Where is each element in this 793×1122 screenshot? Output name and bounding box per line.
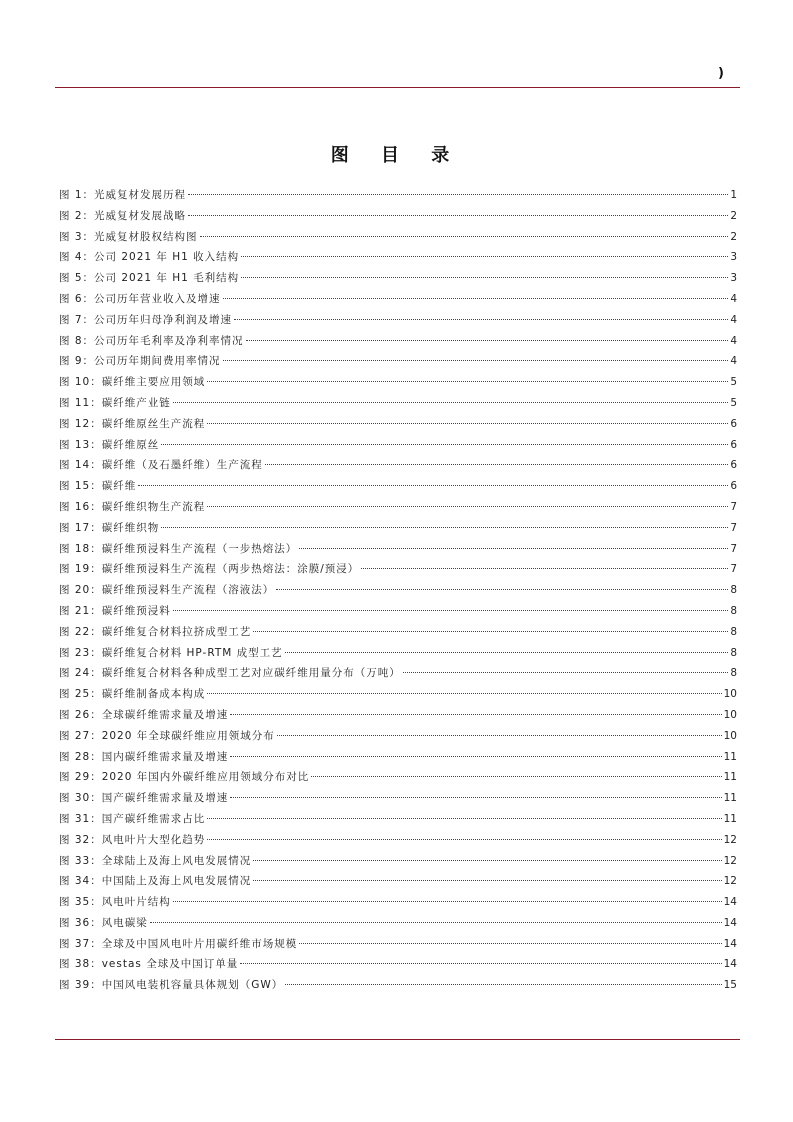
dot-leader bbox=[285, 651, 729, 653]
toc-entry[interactable] bbox=[59, 227, 737, 248]
dot-leader bbox=[207, 838, 721, 840]
dot-leader bbox=[403, 671, 729, 673]
toc-entry[interactable] bbox=[59, 913, 737, 934]
toc-entry-label: 图 13：碳纤维原丝 bbox=[59, 438, 160, 451]
toc-entry[interactable] bbox=[59, 518, 737, 539]
toc-entry[interactable] bbox=[59, 663, 737, 684]
toc-entry-page: 12 bbox=[723, 875, 737, 888]
dot-leader bbox=[150, 921, 722, 923]
toc-entry-label: 图 3：光威复材股权结构图 bbox=[59, 230, 198, 243]
toc-entry-label: 图 38：vestas 全球及中国订单量 bbox=[59, 958, 239, 971]
toc-entry-label: 图 23：碳纤维复合材料 HP-RTM 成型工艺 bbox=[59, 646, 283, 659]
toc-entry-page: 6 bbox=[730, 438, 737, 451]
toc-entry-page: 7 bbox=[730, 500, 737, 513]
toc-entry-page: 7 bbox=[730, 542, 737, 555]
toc-entry-page: 14 bbox=[723, 896, 737, 909]
toc-entry-label: 图 28：国内碳纤维需求量及增速 bbox=[59, 750, 229, 763]
toc-entry-page: 7 bbox=[730, 521, 737, 534]
toc-entry[interactable] bbox=[59, 539, 737, 560]
toc-entry-label: 图 15：碳纤维 bbox=[59, 480, 137, 493]
toc-entry-page: 4 bbox=[730, 313, 737, 326]
toc-entry-page: 10 bbox=[723, 688, 737, 701]
toc-entry[interactable] bbox=[59, 289, 737, 310]
toc-entry[interactable] bbox=[59, 414, 737, 435]
toc-entry[interactable] bbox=[59, 497, 737, 518]
dot-leader bbox=[207, 692, 721, 694]
toc-entry-label: 图 36：风电碳梁 bbox=[59, 916, 148, 929]
toc-entry-label: 图 32：风电叶片大型化趋势 bbox=[59, 833, 206, 846]
toc-entry-page: 4 bbox=[730, 355, 737, 368]
toc-entry[interactable] bbox=[59, 767, 737, 788]
toc-entry-label: 图 9：公司历年期间费用率情况 bbox=[59, 355, 221, 368]
toc-entry[interactable] bbox=[59, 726, 737, 747]
toc-entry[interactable] bbox=[59, 705, 737, 726]
toc-entry-label: 图 5：公司 2021 年 H1 毛利结构 bbox=[59, 272, 240, 285]
toc-entry[interactable] bbox=[59, 622, 737, 643]
toc-entry-label: 图 6：公司历年营业收入及增速 bbox=[59, 292, 221, 305]
dot-leader bbox=[223, 297, 729, 299]
dot-leader bbox=[361, 567, 728, 569]
toc-entry-page: 2 bbox=[730, 209, 737, 222]
toc-entry[interactable] bbox=[59, 580, 737, 601]
toc-entry[interactable] bbox=[59, 809, 737, 830]
toc-entry-label: 图 16：碳纤维织物生产流程 bbox=[59, 500, 206, 513]
toc-entry-label: 图 11：碳纤维产业链 bbox=[59, 396, 171, 409]
dot-leader bbox=[230, 796, 721, 798]
dot-leader bbox=[253, 879, 721, 881]
dot-leader bbox=[241, 255, 728, 257]
toc-entry-label: 图 33：全球陆上及海上风电发展情况 bbox=[59, 854, 252, 867]
toc-entry-page: 10 bbox=[723, 729, 737, 742]
toc-entry[interactable] bbox=[59, 747, 737, 768]
toc-entry-page: 12 bbox=[723, 833, 737, 846]
toc-entry-page: 15 bbox=[723, 979, 737, 992]
toc-entry-label: 图 4：公司 2021 年 H1 收入结构 bbox=[59, 251, 240, 264]
toc-entry[interactable] bbox=[59, 559, 737, 580]
toc-entry[interactable] bbox=[59, 684, 737, 705]
dot-leader bbox=[253, 630, 728, 632]
toc-entry[interactable] bbox=[59, 206, 737, 227]
header-divider bbox=[55, 87, 740, 88]
toc-entry[interactable] bbox=[59, 892, 737, 913]
toc-entry-label: 图 35：风电叶片结构 bbox=[59, 896, 171, 909]
toc-entry[interactable] bbox=[59, 830, 737, 851]
toc-entry-page: 2 bbox=[730, 230, 737, 243]
dot-leader bbox=[265, 463, 729, 465]
toc-entry[interactable] bbox=[59, 247, 737, 268]
toc-entry-page: 4 bbox=[730, 334, 737, 347]
toc-entry-page: 4 bbox=[730, 292, 737, 305]
toc-entry-label: 图 34：中国陆上及海上风电发展情况 bbox=[59, 875, 252, 888]
dot-leader bbox=[200, 235, 729, 237]
toc-entry-label: 图 7：公司历年归母净利润及增速 bbox=[59, 313, 233, 326]
toc-entry-page: 7 bbox=[730, 563, 737, 576]
header-mark: ) bbox=[718, 66, 724, 81]
toc-entry[interactable] bbox=[59, 372, 737, 393]
toc-entry-page: 8 bbox=[730, 604, 737, 617]
toc-entry[interactable] bbox=[59, 643, 737, 664]
dot-leader bbox=[207, 817, 721, 819]
toc-entry[interactable] bbox=[59, 268, 737, 289]
toc-entry-page: 8 bbox=[730, 667, 737, 680]
dot-leader bbox=[285, 983, 721, 985]
dot-leader bbox=[230, 713, 721, 715]
toc-entry-label: 图 39：中国风电装机容量具体规划（GW） bbox=[59, 979, 284, 992]
toc-entry-label: 图 24：碳纤维复合材料各种成型工艺对应碳纤维用量分布（万吨） bbox=[59, 667, 401, 680]
toc-entry-label: 图 10：碳纤维主要应用领域 bbox=[59, 376, 206, 389]
toc-entry-label: 图 31：国产碳纤维需求占比 bbox=[59, 812, 206, 825]
toc-entry-page: 8 bbox=[730, 646, 737, 659]
page-title: 图 目 录 bbox=[330, 145, 463, 166]
toc-entry[interactable] bbox=[59, 393, 737, 414]
dot-leader bbox=[188, 193, 728, 195]
toc-entry[interactable] bbox=[59, 435, 737, 456]
toc-entry[interactable] bbox=[59, 788, 737, 809]
dot-leader bbox=[299, 942, 721, 944]
toc-entry-label: 图 19：碳纤维预浸料生产流程（两步热熔法：涂膜/预浸） bbox=[59, 563, 360, 576]
dot-leader bbox=[241, 276, 728, 278]
toc-entry-label: 图 18：碳纤维预浸料生产流程（一步热熔法） bbox=[59, 542, 298, 555]
toc-entry-page: 1 bbox=[730, 189, 737, 201]
dot-leader bbox=[138, 484, 728, 486]
toc-entry-label: 图 17：碳纤维织物 bbox=[59, 521, 160, 534]
toc-entry-label: 图 37：全球及中国风电叶片用碳纤维市场规模 bbox=[59, 937, 298, 950]
toc-entry-label: 图 27：2020 年全球碳纤维应用领域分布 bbox=[59, 729, 275, 742]
toc-entry[interactable] bbox=[59, 331, 737, 352]
toc-entry-label: 图 1：光威复材发展历程 bbox=[59, 189, 187, 201]
toc-entry[interactable] bbox=[59, 185, 737, 206]
toc-entry[interactable] bbox=[59, 934, 737, 955]
toc-entry[interactable] bbox=[59, 351, 737, 372]
toc-entry-page: 8 bbox=[730, 584, 737, 597]
toc-entry-label: 图 14：碳纤维（及石墨纤维）生产流程 bbox=[59, 459, 263, 472]
toc-entry-page: 5 bbox=[730, 396, 737, 409]
toc-entry-label: 图 30：国产碳纤维需求量及增速 bbox=[59, 792, 229, 805]
dot-leader bbox=[207, 380, 728, 382]
toc-entry-page: 10 bbox=[723, 708, 737, 721]
toc-entry-label: 图 8：公司历年毛利率及净利率情况 bbox=[59, 334, 244, 347]
dot-leader bbox=[311, 775, 721, 777]
toc-entry-label: 图 26：全球碳纤维需求量及增速 bbox=[59, 708, 229, 721]
toc-entry-page: 6 bbox=[730, 480, 737, 493]
toc-entry-page: 11 bbox=[723, 812, 737, 825]
toc-entry[interactable] bbox=[59, 954, 737, 975]
dot-leader bbox=[207, 505, 728, 507]
toc-entry-label: 图 12：碳纤维原丝生产流程 bbox=[59, 417, 206, 430]
toc-entry-label: 图 25：碳纤维制备成本构成 bbox=[59, 688, 206, 701]
toc-entry[interactable] bbox=[59, 601, 737, 622]
toc-entry-label: 图 2：光威复材发展战略 bbox=[59, 209, 187, 222]
dot-leader bbox=[161, 443, 728, 445]
dot-leader bbox=[173, 609, 729, 611]
toc-entry-page: 5 bbox=[730, 376, 737, 389]
toc-entry-page: 11 bbox=[723, 792, 737, 805]
toc-entry[interactable] bbox=[59, 476, 737, 497]
toc-entry-page: 14 bbox=[723, 916, 737, 929]
toc-entry-label: 图 29：2020 年国内外碳纤维应用领域分布对比 bbox=[59, 771, 310, 784]
toc-entry-page: 6 bbox=[730, 459, 737, 472]
toc-entry-page: 14 bbox=[723, 958, 737, 971]
dot-leader bbox=[240, 962, 721, 964]
dot-leader bbox=[253, 859, 721, 861]
dot-leader bbox=[246, 339, 729, 341]
toc-entry[interactable] bbox=[59, 455, 737, 476]
dot-leader bbox=[223, 359, 729, 361]
toc-entry-page: 12 bbox=[723, 854, 737, 867]
dot-leader bbox=[188, 214, 728, 216]
toc-entry-page: 3 bbox=[730, 272, 737, 285]
footer-divider bbox=[55, 1039, 740, 1040]
dot-leader bbox=[276, 588, 728, 590]
toc-entry[interactable] bbox=[59, 871, 737, 892]
dot-leader bbox=[173, 900, 722, 902]
toc-entry[interactable] bbox=[59, 975, 737, 996]
dot-leader bbox=[299, 547, 728, 549]
dot-leader bbox=[161, 526, 728, 528]
toc-entry-page: 8 bbox=[730, 625, 737, 638]
figure-list bbox=[59, 185, 737, 996]
dot-leader bbox=[207, 422, 728, 424]
toc-entry-label: 图 22：碳纤维复合材料拉挤成型工艺 bbox=[59, 625, 252, 638]
toc-entry-page: 14 bbox=[723, 937, 737, 950]
toc-entry-page: 3 bbox=[730, 251, 737, 264]
toc-entry-label: 图 21：碳纤维预浸料 bbox=[59, 604, 171, 617]
dot-leader bbox=[230, 755, 721, 757]
toc-entry-page: 6 bbox=[730, 417, 737, 430]
toc-entry-page: 11 bbox=[723, 771, 737, 784]
toc-entry-page: 11 bbox=[723, 750, 737, 763]
toc-entry[interactable] bbox=[59, 851, 737, 872]
dot-leader bbox=[234, 318, 728, 320]
toc-entry[interactable] bbox=[59, 310, 737, 331]
toc-entry-label: 图 20：碳纤维预浸料生产流程（溶液法） bbox=[59, 584, 275, 597]
dot-leader bbox=[277, 734, 722, 736]
dot-leader bbox=[173, 401, 729, 403]
